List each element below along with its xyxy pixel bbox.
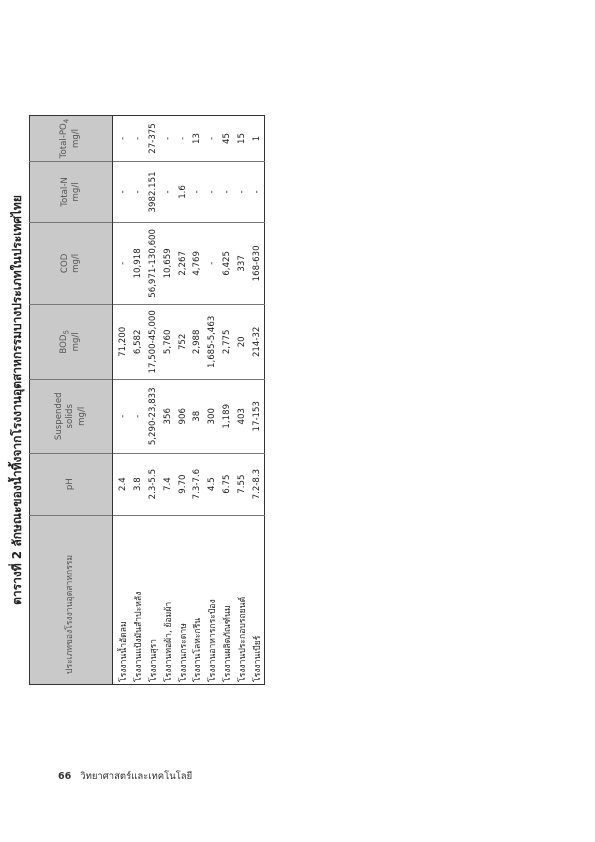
table-row bbox=[146, 116, 161, 685]
cell-bod: 17,500-45,000 bbox=[146, 304, 161, 379]
cell-total-n: - bbox=[190, 161, 205, 222]
cell-bod: 5,760 bbox=[160, 304, 175, 379]
cell-bod: 20 bbox=[234, 304, 249, 379]
header-cod: COD mg/l bbox=[30, 222, 113, 304]
cell-ph: 6.75 bbox=[220, 453, 235, 515]
header-bod: $BOD_5$ mg/l bbox=[30, 304, 113, 379]
cell-suspended-solids: 17-153 bbox=[249, 379, 264, 453]
cell-ph: 7.2-8.3 bbox=[249, 453, 264, 515]
cell-ph: 9.70 bbox=[175, 453, 190, 515]
cell-bod: 2,775 bbox=[220, 304, 235, 379]
cell-cod: 4,769 bbox=[190, 222, 205, 304]
cell-bod: 6,582 bbox=[131, 304, 146, 379]
table-header-row bbox=[30, 116, 113, 685]
cell-industry-type: โรงงานโลหะกรีน bbox=[190, 515, 205, 684]
cell-cod: 10,659 bbox=[160, 222, 175, 304]
cell-total-po4: - bbox=[177, 136, 188, 141]
header-total-n: Total-N mg/l bbox=[30, 161, 113, 222]
cell-bod: 71,200 bbox=[113, 304, 131, 379]
cell-total-po4: - bbox=[162, 136, 173, 141]
cell-cod: 10,918 bbox=[131, 222, 146, 304]
cell-suspended-solids: 300 bbox=[205, 379, 220, 453]
cell-industry-type: โรงงานอาหารกระป๋อง bbox=[205, 515, 220, 684]
table-row bbox=[190, 116, 205, 685]
table-row bbox=[175, 116, 190, 685]
cell-industry-type: โรงงานน้ำอัดลม bbox=[113, 515, 131, 684]
cell-ph: 7.55 bbox=[234, 453, 249, 515]
cell-total-po4: 1 bbox=[251, 135, 262, 142]
cell-total-n: - bbox=[234, 161, 249, 222]
table-body bbox=[113, 116, 265, 685]
cell-industry-type: โรงงานแป้งมันสำปะหลัง bbox=[131, 515, 146, 684]
cell-suspended-solids: 5,290-23,833 bbox=[146, 379, 161, 453]
rotated-table-block bbox=[5, 115, 419, 685]
table-row bbox=[205, 116, 220, 685]
page-number: 66 bbox=[58, 771, 72, 782]
cell-total-po4: - bbox=[133, 136, 144, 141]
cell-total-n: 3982.151 bbox=[146, 161, 161, 222]
cell-total-po4: - bbox=[118, 136, 129, 141]
cell-total-n: - bbox=[205, 161, 220, 222]
cell-cod: 337 bbox=[234, 222, 249, 304]
cell-suspended-solids: - bbox=[113, 379, 131, 453]
cell-total-po4: - bbox=[207, 136, 218, 141]
cell-total-po4: 13 bbox=[192, 133, 203, 144]
cell-industry-type: โรงงานสุรา bbox=[146, 515, 161, 684]
table-row bbox=[131, 116, 146, 685]
cell-bod: 1,685-5,463 bbox=[205, 304, 220, 379]
cell-industry-type: โรงงานประกอบรถยนต์ bbox=[234, 515, 249, 684]
cell-suspended-solids: 38 bbox=[190, 379, 205, 453]
cell-cod: - bbox=[113, 222, 131, 304]
cell-cod: 6,425 bbox=[220, 222, 235, 304]
cell-total-n: - bbox=[220, 161, 235, 222]
cell-ph: 7.3-7.6 bbox=[190, 453, 205, 515]
cell-total-po4: 27-375 bbox=[147, 123, 158, 154]
cell-total-n: - bbox=[131, 161, 146, 222]
cell-cod: 2,267 bbox=[175, 222, 190, 304]
cell-cod: 168-630 bbox=[249, 222, 264, 304]
cell-total-n: - bbox=[160, 161, 175, 222]
table-row bbox=[220, 116, 235, 685]
cell-ph: 2.3-5.5 bbox=[146, 453, 161, 515]
cell-industry-type: โรงงานทอผ้า, ย้อมผ้า bbox=[160, 515, 175, 684]
wastewater-table bbox=[29, 115, 265, 685]
header-total-po4: Total-$PO_4$ mg/l bbox=[30, 116, 113, 162]
cell-ph: 3.8 bbox=[131, 453, 146, 515]
table-caption: ตารางที่ 2 ลักษณะของน้ำทิ้งจากโรงงานอุตสาหกรรมบางประเภทในประเทศไทย bbox=[10, 195, 24, 605]
cell-suspended-solids: 356 bbox=[160, 379, 175, 453]
page-footer bbox=[58, 769, 192, 784]
cell-bod: 214-32 bbox=[249, 304, 264, 379]
cell-suspended-solids: 1,189 bbox=[220, 379, 235, 453]
cell-ph: 7.4 bbox=[160, 453, 175, 515]
cell-suspended-solids: 906 bbox=[175, 379, 190, 453]
cell-total-po4: 15 bbox=[236, 133, 247, 144]
header-suspended-solids: Suspended solids mg/l bbox=[30, 379, 113, 453]
cell-industry-type: โรงงานเบียร์ bbox=[249, 515, 264, 684]
header-industry-type: ประเภทของโรงงานอุตสาหกรรม bbox=[30, 515, 113, 684]
table-row bbox=[234, 116, 249, 685]
cell-industry-type: โรงงานกระดาษ bbox=[175, 515, 190, 684]
cell-ph: 2.4 bbox=[113, 453, 131, 515]
cell-total-n: - bbox=[113, 161, 131, 222]
table-row bbox=[160, 116, 175, 685]
table-row bbox=[249, 116, 264, 685]
cell-industry-type: โรงงานผลิตภัณฑ์นม bbox=[220, 515, 235, 684]
cell-cod: 56,971-130,600 bbox=[146, 222, 161, 304]
journal-name: วิทยาศาสตร์และเทคโนโลยี bbox=[80, 771, 193, 782]
table-row bbox=[113, 116, 131, 685]
cell-bod: 2,988 bbox=[190, 304, 205, 379]
cell-suspended-solids: 403 bbox=[234, 379, 249, 453]
cell-suspended-solids: - bbox=[131, 379, 146, 453]
cell-total-po4: 45 bbox=[221, 133, 232, 144]
cell-bod: 752 bbox=[175, 304, 190, 379]
cell-total-n: 1.6 bbox=[175, 161, 190, 222]
cell-total-n: - bbox=[249, 161, 264, 222]
header-ph: pH bbox=[30, 453, 113, 515]
cell-cod: - bbox=[205, 222, 220, 304]
cell-ph: 4.5 bbox=[205, 453, 220, 515]
